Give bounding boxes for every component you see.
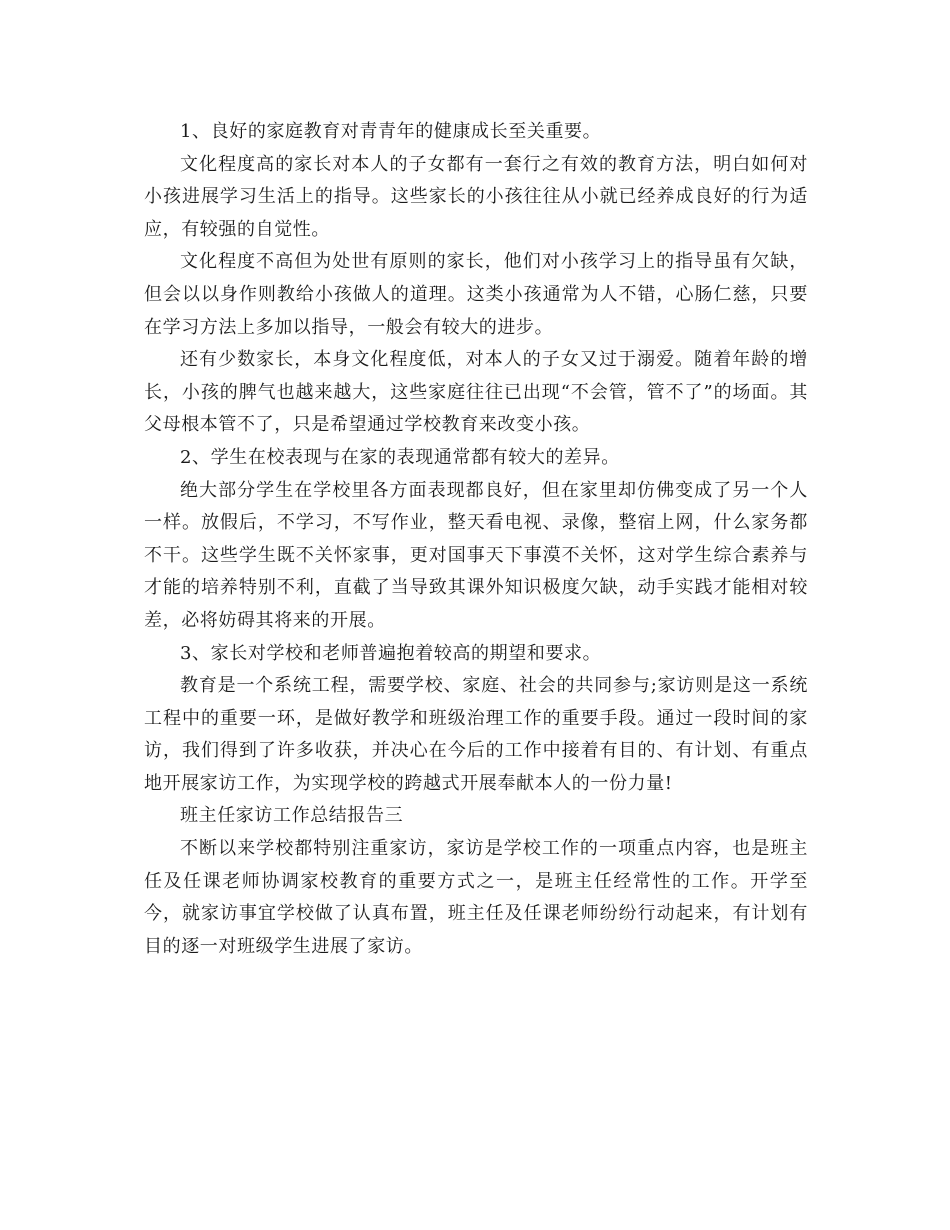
paragraph: 绝大部分学生在学校里各方面表现都良好，但在家里却仿佛变成了另一个人一样。放假后，不学习，不写作业，整天看电视、录像，整宿上网，什么家务都不干。这些学生既不关怀家事，更对国事天下事漠不关怀，这对学生综合素养与才能的培养特别不利，直截了当导致其课外知识极度欠缺，动手实践才能相对较差，必将妨碍其将来的开展。 [144,479,808,631]
paragraph: 文化程度不高但为处世有原则的家长，他们对小孩学习上的指导虽有欠缺，但会以以身作则教给小孩做人的道理。这类小孩通常为人不错，心肠仁慈，只要在学习方法上多加以指导，一般会有较大的进步。 [144,251,808,338]
paragraph: 还有少数家长，本身文化程度低，对本人的子女又过于溺爱。随着年龄的增长，小孩的脾气也越来越大，这些家庭往往已出现“不会管，管不了”的场面。其父母根本管不了，只是希望通过学校教育来改变小孩。 [144,349,808,436]
paragraph: 教育是一个系统工程，需要学校、家庭、社会的共同参与;家访则是这一系统工程中的重要一环，是做好教学和班级治理工作的重要手段。通过一段时间的家访，我们得到了许多收获，并决心在今后的工作中接着有目的、有计划、有重点地开展家访工作，为实现学校的跨越式开展奉献本人的一份力量! [144,675,808,794]
section-title: 班主任家访工作总结报告三 [180,805,404,827]
paragraph: 不断以来学校都特别注重家访，家访是学校工作的一项重点内容，也是班主任及任课老师协调家校教育的重要方式之一，是班主任经常性的工作。开学至今，就家访事宜学校做了认真布置，班主任及任课老师纷纷行动起来，有计划有目的逐一对班级学生进展了家访。 [144,838,808,957]
paragraph-heading-2: 2、学生在校表现与在家的表现通常都有较大的差异。 [180,446,620,468]
paragraph-heading-1: 1、良好的家庭教育对青青年的健康成长至关重要。 [180,121,602,142]
paragraph: 文化程度高的家长对本人的子女都有一套行之有效的教育方法，明白如何对小孩进展学习生活上的指导。这些家长的小孩往往从小就已经养成良好的行为适应，有较强的自觉性。 [144,153,808,240]
document-body [144,116,808,963]
paragraph-heading-3: 3、家长对学校和老师普遍抱着较高的期望和要求。 [180,642,602,664]
